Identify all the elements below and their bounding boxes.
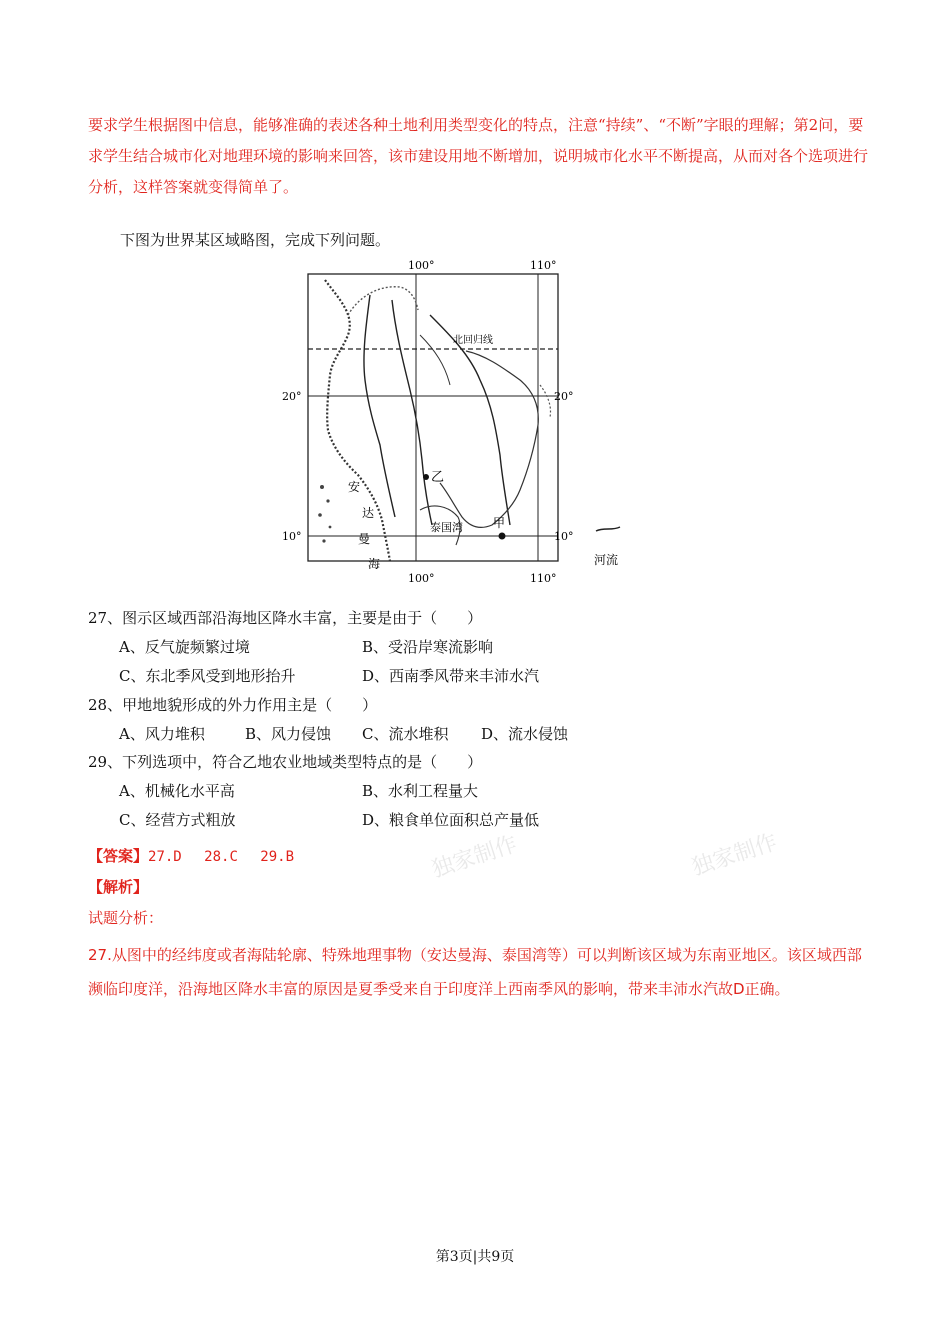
west-coastline: [325, 280, 390, 561]
place-jia-marker: [499, 533, 506, 540]
lon-label-bottom-110: 110°: [530, 572, 557, 585]
lat-label-right-20: 20°: [554, 390, 574, 403]
question-prompt: 下图为世界某区域略图，完成下列问题。: [120, 231, 391, 249]
lon-label-top-100: 100°: [408, 259, 435, 272]
q29-option-c: C、经营方式粗放: [119, 811, 236, 829]
q28-option-b: B、风力侵蚀: [245, 725, 332, 743]
q27-option-d: D、西南季风带来丰沛水汽: [362, 667, 540, 685]
region-map: [270, 255, 640, 590]
q28-option-c: C、流水堆积: [362, 725, 449, 743]
river: [430, 315, 510, 525]
lat-label-left-20: 20°: [282, 390, 302, 403]
place-yi-label: 乙: [431, 470, 445, 485]
q28-stem: 28、甲地地貌形成的外力作用主是（ ）: [88, 696, 378, 714]
gulf-label: 泰国湾: [430, 521, 463, 534]
q29-option-d: D、粮食单位面积总产量低: [362, 811, 540, 829]
analysis-label: 【解析】: [88, 878, 149, 896]
q29-stem: 29、下列选项中，符合乙地农业地域类型特点的是（ ）: [88, 753, 483, 771]
legend-river-symbol: [596, 527, 620, 531]
q29-option-a: A、机械化水平高: [119, 782, 235, 800]
q28-option-a: A、风力堆积: [119, 725, 205, 743]
river: [392, 300, 432, 525]
answer-label: 【答案】: [88, 847, 149, 865]
sea-char: 曼: [358, 532, 371, 546]
legend-label: 河流: [594, 553, 619, 567]
intro-paragraph: 要求学生根据图中信息，能够准确的表述各种土地利用类型变化的特点，注意“持续”、“不断”字眼的理解；第2问，要求学生结合城市化对地理环境的影响来回答，该市建设用地不断增加，说明城市化水平不断提高，从而对各个选项进行分析，这样答案就变得简单了。: [88, 116, 869, 196]
lat-label-left-10: 10°: [282, 530, 302, 543]
lon-label-top-110: 110°: [530, 259, 557, 272]
answer-text: 27.D 28.C 29.B: [148, 849, 295, 865]
place-jia-label: 甲: [493, 516, 506, 530]
tropic-label: 北回归线: [453, 335, 493, 346]
analysis-subheading: 试题分析：: [88, 909, 164, 927]
watermark: 独家制作: [428, 831, 521, 883]
sea-char: 安: [348, 480, 361, 494]
answer-line: [88, 845, 294, 866]
q29-option-b: B、水利工程量大: [362, 782, 479, 800]
river: [364, 295, 395, 517]
lon-label-bottom-100: 100°: [408, 572, 435, 585]
q27-option-b: B、受沿岸寒流影响: [362, 638, 494, 656]
page-footer: 第3页|共9页: [435, 1249, 515, 1265]
place-yi-marker: [423, 474, 429, 480]
sea-char: 达: [362, 506, 375, 520]
q27-option-a: A、反气旋频繁过境: [119, 638, 250, 656]
q27-option-c: C、东北季风受到地形抬升: [119, 667, 296, 685]
sea-char: 海: [368, 557, 381, 571]
watermark: 独家制作: [688, 829, 781, 881]
q28-option-d: D、流水侵蚀: [481, 725, 569, 743]
q27-stem: 27、图示区域西部沿海地区降水丰富，主要是由于（ ）: [88, 609, 483, 627]
analysis-text: 27.从图中的经纬度或者海陆轮廓、特殊地理事物（安达曼海、泰国湾等）可以判断该区域为东南亚地区。该区域西部濒临印度洋，沿海地区降水丰富的原因是夏季受来自于印度洋上西南季风的影响，带来丰沛水汽故D正确。: [88, 946, 862, 998]
lat-label-right-10: 10°: [554, 530, 574, 543]
east-coastline: [440, 351, 538, 527]
